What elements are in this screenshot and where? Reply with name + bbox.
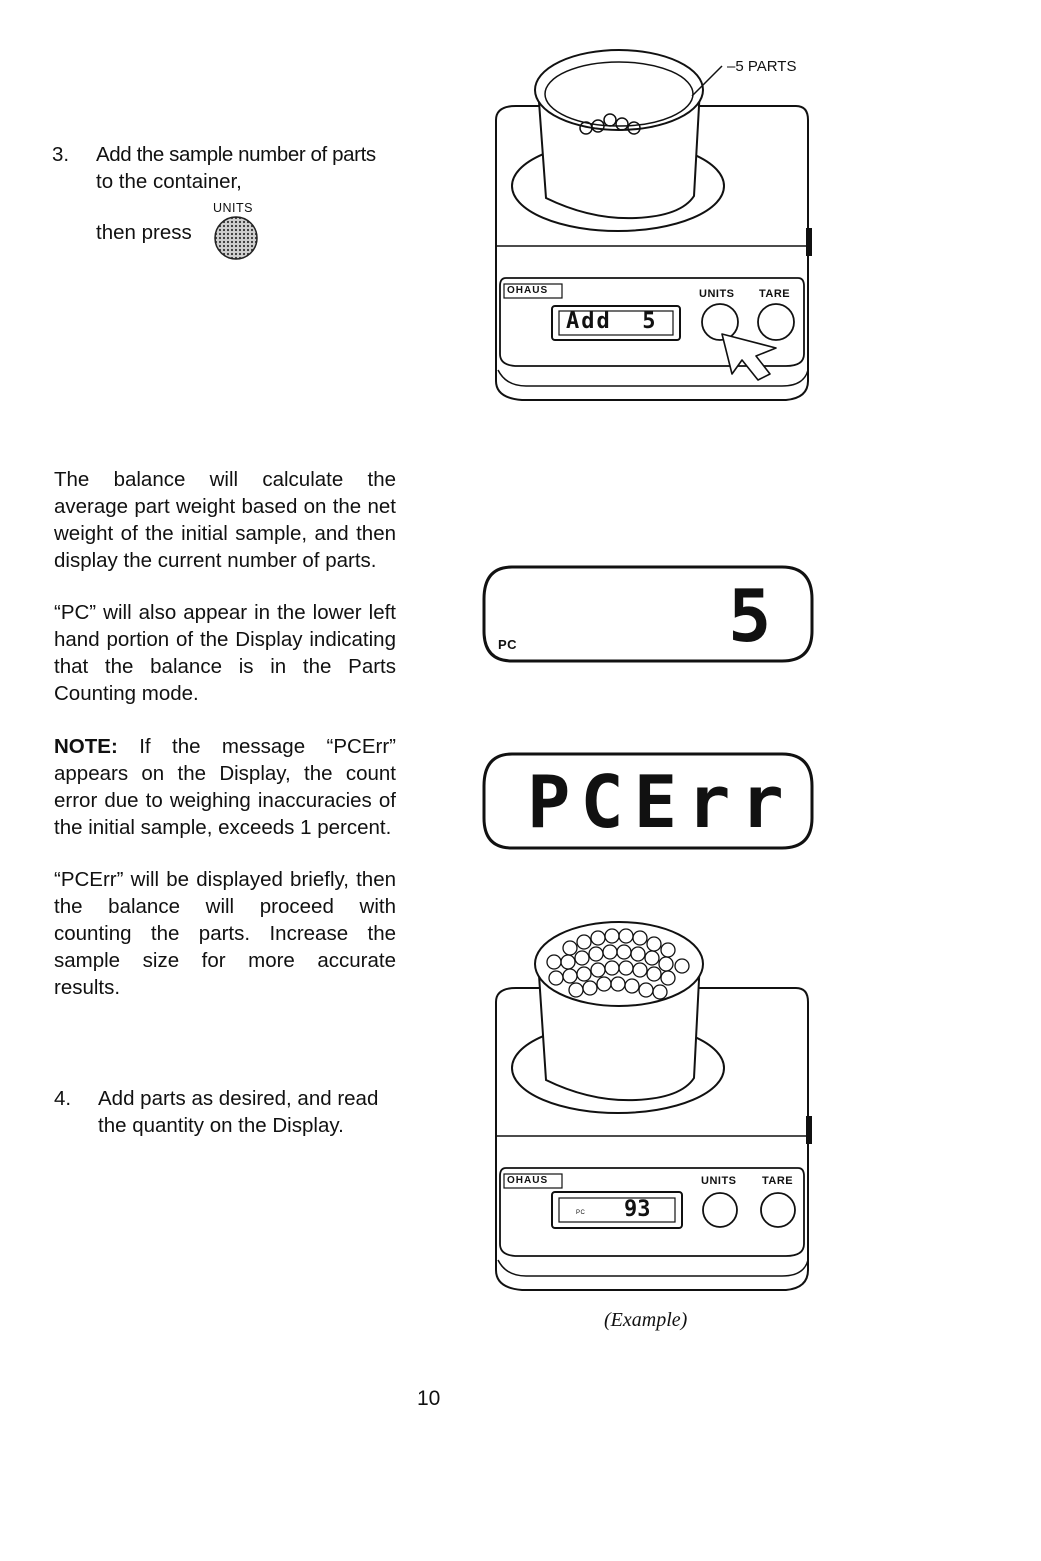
scale-figure-example <box>486 918 826 1298</box>
note-text: If the message “PCErr” appears on the Display, the count error due to weighing inaccuracies of the initial sample, exceeds 1 percent. <box>54 735 396 839</box>
then-press-text: then press <box>96 221 192 244</box>
step3-line2: to the container, <box>96 170 242 193</box>
display-pcerr-text: PCErr <box>527 760 794 844</box>
note-paragraph <box>54 733 396 841</box>
units-label-fig2: UNITS <box>701 1175 737 1187</box>
lcd-pc-indicator-fig2: PC <box>576 1210 586 1216</box>
step4-line2: the quantity on the Display. <box>98 1114 344 1137</box>
paragraph-pc-indicator: “PC” will also appear in the lower left hand portion of the Display indicating that the balance is in the Parts Counting mode. <box>54 601 396 705</box>
brand-logo-fig2: OHAUS <box>507 1175 549 1186</box>
tare-label-fig1: TARE <box>759 288 791 300</box>
units-key-label: UNITS <box>213 201 253 215</box>
page-number: 10 <box>417 1387 441 1410</box>
paragraph-average-weight: The balance will calculate the average part weight based on the net weight of the initial sample, and then display the current number of parts. <box>54 468 396 572</box>
scale-figure-add5 <box>486 48 826 410</box>
lcd-text-add5: Add 5 <box>566 309 658 334</box>
figure-caption: (Example) <box>604 1309 688 1331</box>
units-key-icon <box>214 216 258 260</box>
units-label-fig1: UNITS <box>699 288 735 300</box>
pc-indicator-label: PC <box>498 637 518 652</box>
step4-number: 4. <box>54 1087 72 1110</box>
step3-line1: Add the sample number of parts <box>96 143 376 166</box>
brand-logo-fig1: OHAUS <box>507 285 549 296</box>
display-value-5: 5 <box>728 574 772 658</box>
step3-number: 3. <box>52 143 70 166</box>
callout-5-parts: –5 PARTS <box>727 58 797 75</box>
step4-line1: Add parts as desired, and read <box>98 1087 379 1110</box>
tare-label-fig2: TARE <box>762 1175 794 1187</box>
paragraph-pcerr-brief: “PCErr” will be displayed briefly, then the balance will proceed with counting the parts. Increase the sample size for more accurate results. <box>54 868 396 999</box>
note-label: NOTE: <box>54 735 118 758</box>
lcd-value-93: 93 <box>624 1197 651 1222</box>
